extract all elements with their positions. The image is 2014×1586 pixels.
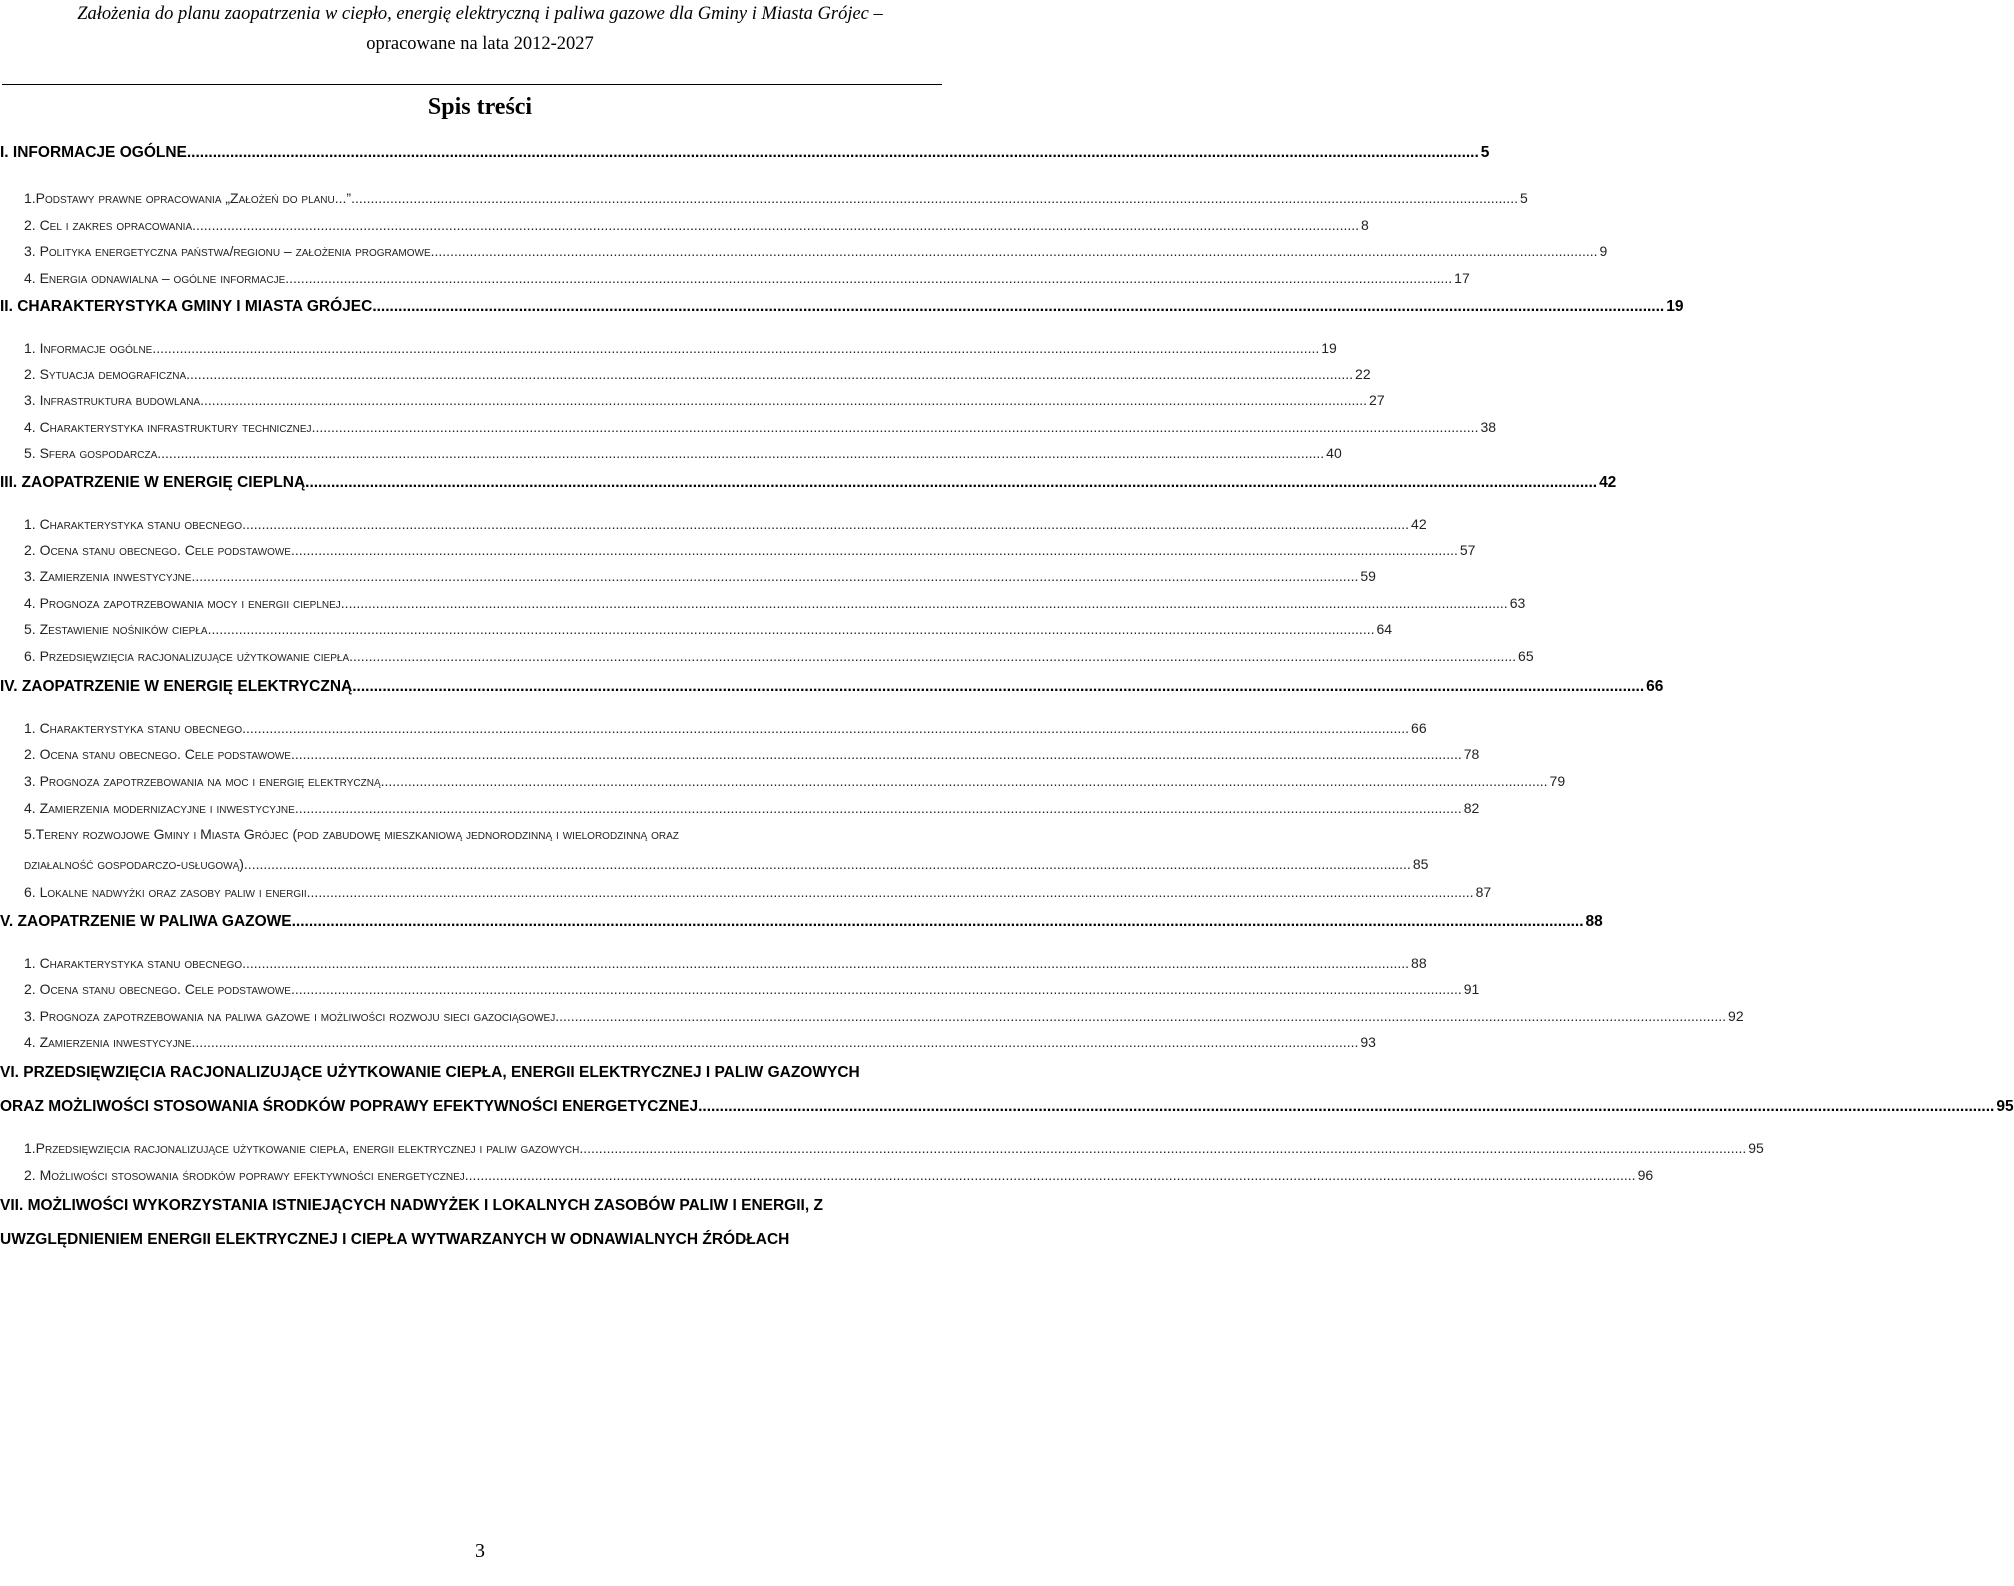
toc-section[interactable]	[24, 1034, 1376, 1050]
toc-entry-text: 4. Charakterystyka infrastruktury technicznej	[24, 419, 312, 435]
toc-entry-text: 1. Informacje ogólne	[24, 340, 153, 356]
toc-entry-text: 3. Polityka energetyczna państwa/regionu – założenia programowe	[24, 243, 431, 259]
toc-section[interactable]	[24, 720, 1427, 736]
toc-entry-text: 3. Infrastruktura budowlana	[24, 392, 201, 408]
toc-entry-text: 2. Sytuacja demograficzna	[24, 366, 187, 382]
toc-section[interactable]	[24, 542, 1476, 558]
header-subtitle: opracowane na lata 2012-2027	[366, 34, 594, 54]
toc-page-number: 8	[1361, 217, 1369, 233]
toc-leader-dots: ............................................................................................................................................................................................................................................................................................................	[191, 1034, 1359, 1050]
toc-chapter[interactable]	[0, 913, 1603, 931]
toc-entry-text: 3. Prognoza zapotrzebowania na moc i energię elektryczną	[24, 773, 381, 789]
toc-leader-dots: ............................................................................................................................................................................................................................................................................................................	[351, 190, 1518, 206]
toc-page-number: 95	[1996, 1098, 2014, 1115]
toc-leader-dots: ............................................................................................................................................................................................................................................................................................................	[579, 1140, 1747, 1156]
toc-chapter[interactable]	[0, 298, 1684, 316]
toc-page-number: 42	[1411, 516, 1427, 532]
toc-entry-text: 2. Ocena stanu obecnego. Cele podstawowe.	[24, 981, 295, 997]
toc-leader-dots: ............................................................................................................................................................................................................................................................................................................	[200, 392, 1368, 408]
toc-entry-text: 4. Zamierzenia modernizacyjne i inwestycyjne	[24, 800, 295, 816]
toc-page-number: 27	[1369, 392, 1385, 408]
toc-section[interactable]	[24, 340, 1337, 356]
toc-entry-text: 5. Sfera gospodarcza	[24, 445, 158, 461]
toc-section[interactable]	[24, 856, 1429, 872]
toc-entry-text: I. INFORMACJE OGÓLNE	[0, 144, 187, 161]
toc-entry-text: IV. ZAOPATRZENIE W ENERGIĘ ELEKTRYCZNĄ	[0, 678, 353, 695]
toc-page-number: 93	[1360, 1034, 1376, 1050]
toc-entry-text: 3. Prognoza zapotrzebowania na paliwa gazowe i możliwości rozwoju sieci gazociągowej.	[24, 1008, 560, 1024]
toc-section[interactable]	[24, 516, 1427, 532]
toc-leader-dots: ............................................................................................................................................................................................................................................................................................................	[294, 981, 1462, 997]
toc-page-number: 66	[1646, 678, 1664, 695]
toc-page-number: 5	[1519, 190, 1528, 206]
toc-entry-text: UWZGLĘDNIENIEM ENERGII ELEKTRYCZNEJ I CIEPŁA WYTWARZANYCH W ODNAWIALNYCH ŹRÓDŁACH	[0, 1231, 790, 1248]
toc-chapter[interactable]	[0, 1197, 952, 1215]
toc-section[interactable]	[24, 800, 1480, 816]
toc-leader-dots: ............................................................................................................................................................................................................................................................................................................	[186, 366, 1354, 382]
toc-leader-dots: ............................................................................................................................................................................................................................................................................................................	[468, 1167, 1636, 1183]
toc-section[interactable]	[24, 1167, 1654, 1183]
toc-entry-text: 4. Zamierzenia inwestycyjne	[24, 1034, 192, 1050]
toc-section[interactable]	[24, 419, 1497, 435]
toc-chapter[interactable]	[0, 144, 1490, 162]
toc-leader-dots: ............................................................................................................................................................................................................................................................................................................	[242, 516, 1410, 532]
toc-page-number: 9	[1599, 243, 1608, 259]
toc-page-number: 91	[1463, 981, 1480, 997]
toc-section[interactable]	[24, 981, 1480, 997]
toc-section[interactable]	[24, 445, 1342, 461]
toc-entry-text: 2. Ocena stanu obecnego. Cele podstawowe.	[24, 746, 295, 762]
toc-entry-text: 5. Zestawienie nośników ciepła	[24, 621, 208, 637]
toc-entry-text: 2. Możliwości stosowania środków poprawy efektywności energetycznej.	[24, 1167, 469, 1183]
toc-entry-text: 6. Przedsięwzięcia racjonalizujące użytkowanie ciepła	[24, 648, 350, 664]
toc-page-number: 57	[1459, 542, 1476, 558]
toc-entry-text: VII. MOŻLIWOŚCI WYKORZYSTANIA ISTNIEJĄCYCH NADWYŻEK I LOKALNYCH ZASOBÓW PALIW I ENERGII, Z	[0, 1197, 823, 1214]
toc-entry-text: 1. Charakterystyka stanu obecnego	[24, 955, 243, 971]
toc-entry-text: 6. Lokalne nadwyżki oraz zasoby paliw i energii	[24, 884, 307, 900]
toc-page-number: 42	[1599, 474, 1617, 491]
toc-page-number: 92	[1728, 1008, 1744, 1024]
toc-entry-text: 4. Energia odnawialna – ogólne informacje	[24, 270, 286, 286]
toc-section[interactable]	[24, 270, 1470, 286]
toc-leader-dots: ............................................................................................................................................................................................................................................................................................................	[152, 340, 1320, 356]
toc-leader-dots: ............................................................................................................................................................................................................................................................................................................	[294, 800, 1462, 816]
toc-leader-dots: ............................................................................................................................................................................................................................................................................................................	[372, 298, 1665, 315]
toc-entry-text: 5.Tereny rozwojowe Gminy i Miasta Grójec (pod zabudowę mieszkaniową jednorodzinną i wielorodzinną oraz	[24, 826, 679, 842]
toc-leader-dots: ............................................................................................................................................................................................................................................................................................................	[186, 144, 1479, 161]
toc-page-number: 64	[1376, 621, 1393, 637]
toc-chapter[interactable]	[0, 678, 1664, 696]
toc-entry-text: działalność gospodarczo-usługową)	[24, 856, 244, 872]
toc-entry-text: V. ZAOPATRZENIE W PALIWA GAZOWE	[0, 913, 292, 930]
toc-leader-dots: ............................................................................................................................................................................................................................................................................................................	[340, 595, 1508, 611]
toc-leader-dots: ............................................................................................................................................................................................................................................................................................................	[191, 568, 1359, 584]
toc-section[interactable]	[24, 826, 952, 842]
toc-entry-text: VI. PRZEDSIĘWZIĘCIA RACJONALIZUJĄCE UŻYTKOWANIE CIEPŁA, ENERGII ELEKTRYCZNEJ I PALIW GAZOWYCH	[0, 1064, 860, 1081]
toc-leader-dots: ............................................................................................................................................................................................................................................................................................................	[291, 913, 1584, 930]
toc-page-number: 87	[1475, 884, 1492, 900]
toc-page-number: 65	[1518, 648, 1534, 664]
toc-chapter[interactable]	[0, 1098, 2014, 1116]
header-rule	[2, 84, 942, 85]
toc-section[interactable]	[24, 648, 1534, 664]
toc-page-number: 19	[1321, 340, 1337, 356]
toc-leader-dots: ............................................................................................................................................................................................................................................................................................................	[559, 1008, 1727, 1024]
toc-entry-text: 1.Przedsięwzięcia racjonalizujące użytkowanie ciepła, energii elektrycznej i paliw gazowych	[24, 1140, 580, 1156]
toc-page-number: 17	[1454, 270, 1470, 286]
toc-leader-dots: ............................................................................................................................................................................................................................................................................................................	[380, 773, 1548, 789]
toc-section[interactable]	[24, 217, 1369, 233]
toc-leader-dots: ............................................................................................................................................................................................................................................................................................................	[157, 445, 1325, 461]
toc-leader-dots: ............................................................................................................................................................................................................................................................................................................	[430, 243, 1598, 259]
toc-chapter[interactable]	[0, 474, 1617, 492]
toc-entry-text: 2. Cel i zakres opracowania	[24, 217, 193, 233]
toc-leader-dots: ............................................................................................................................................................................................................................................................................................................	[311, 419, 1479, 435]
toc-leader-dots: ............................................................................................................................................................................................................................................................................................................	[352, 678, 1645, 695]
toc-section[interactable]	[24, 243, 1608, 259]
toc-leader-dots: ............................................................................................................................................................................................................................................................................................................	[294, 746, 1462, 762]
toc-entry-text: 3. Zamierzenia inwestycyjne	[24, 568, 192, 584]
toc-entry-text: 2. Ocena stanu obecnego. Cele podstawowe	[24, 542, 291, 558]
toc-leader-dots: ............................................................................................................................................................................................................................................................................................................	[305, 474, 1598, 491]
toc-section[interactable]	[24, 568, 1376, 584]
toc-page-number: 40	[1326, 445, 1342, 461]
toc-page-number: 66	[1411, 720, 1427, 736]
toc-entry-text: 1. Charakterystyka stanu obecnego	[24, 516, 243, 532]
toc-section[interactable]	[24, 1008, 1744, 1024]
toc-section[interactable]	[24, 392, 1385, 408]
toc-section[interactable]	[24, 366, 1371, 382]
toc-leader-dots: ............................................................................................................................................................................................................................................................................................................	[702, 1098, 1995, 1115]
toc-entry-text: 4. Prognoza zapotrzebowania mocy i energii cieplnej	[24, 595, 341, 611]
toc-page-number: 88	[1411, 955, 1427, 971]
toc-leader-dots: ............................................................................................................................................................................................................................................................................................................	[243, 856, 1411, 872]
toc-title: Spis treści	[427, 94, 533, 120]
toc-entry-text: III. ZAOPATRZENIE W ENERGIĘ CIEPLNĄ	[0, 474, 306, 491]
toc-page-number: 95	[1748, 1140, 1764, 1156]
toc-page-number: 82	[1463, 800, 1480, 816]
toc-entry-text: II. CHARAKTERYSTYKA GMINY I MIASTA GRÓJEC	[0, 298, 373, 315]
toc-page-number: 19	[1666, 298, 1684, 315]
toc-chapter[interactable]	[0, 1064, 952, 1082]
toc-section[interactable]	[24, 595, 1526, 611]
toc-leader-dots: ............................................................................................................................................................................................................................................................................................................	[207, 621, 1375, 637]
toc-page-number: 96	[1637, 1167, 1654, 1183]
toc-entry-text: 1.Podstawy prawne opracowania „Założeń do planu...”	[24, 190, 352, 206]
header-title: Założenia do planu zaopatrzenia w ciepło, energię elektryczną i paliwa gazowe dla Gminy i Miasta Grójec –	[77, 4, 883, 24]
toc-entry-text: ORAZ MOŻLIWOŚCI STOSOWANIA ŚRODKÓW POPRAWY EFEKTYWNOŚCI ENERGETYCZNEJ.	[0, 1098, 703, 1115]
toc-section[interactable]	[24, 884, 1492, 900]
toc-page-number: 78	[1463, 746, 1480, 762]
toc-section[interactable]	[24, 955, 1427, 971]
toc-chapter[interactable]	[0, 1231, 952, 1249]
toc-leader-dots: ............................................................................................................................................................................................................................................................................................................	[349, 648, 1517, 664]
page-header	[0, 0, 960, 56]
toc-leader-dots: ............................................................................................................................................................................................................................................................................................................	[290, 542, 1458, 558]
toc-leader-dots: ............................................................................................................................................................................................................................................................................................................	[192, 217, 1360, 233]
toc-section[interactable]	[24, 773, 1566, 789]
toc-page-number: 79	[1549, 773, 1566, 789]
toc-leader-dots: ............................................................................................................................................................................................................................................................................................................	[285, 270, 1453, 286]
toc-page-number: 63	[1509, 595, 1526, 611]
toc-section[interactable]	[24, 621, 1393, 637]
toc-leader-dots: ............................................................................................................................................................................................................................................................................................................	[242, 720, 1410, 736]
toc-page-number: 59	[1360, 568, 1376, 584]
toc-page-number: 85	[1412, 856, 1429, 872]
toc-page-number: 5	[1480, 144, 1490, 161]
toc-entry-text: 1. Charakterystyka stanu obecnego	[24, 720, 243, 736]
toc-section[interactable]	[24, 746, 1480, 762]
toc-page-number: 88	[1585, 913, 1603, 930]
toc-page-number: 38	[1480, 419, 1497, 435]
toc-section[interactable]	[24, 190, 1528, 206]
page-number: 3	[475, 1540, 485, 1562]
toc-section[interactable]	[24, 1140, 1764, 1156]
toc-page-number: 22	[1355, 366, 1371, 382]
toc-leader-dots: ............................................................................................................................................................................................................................................................................................................	[242, 955, 1410, 971]
toc-leader-dots: ............................................................................................................................................................................................................................................................................................................	[306, 884, 1474, 900]
